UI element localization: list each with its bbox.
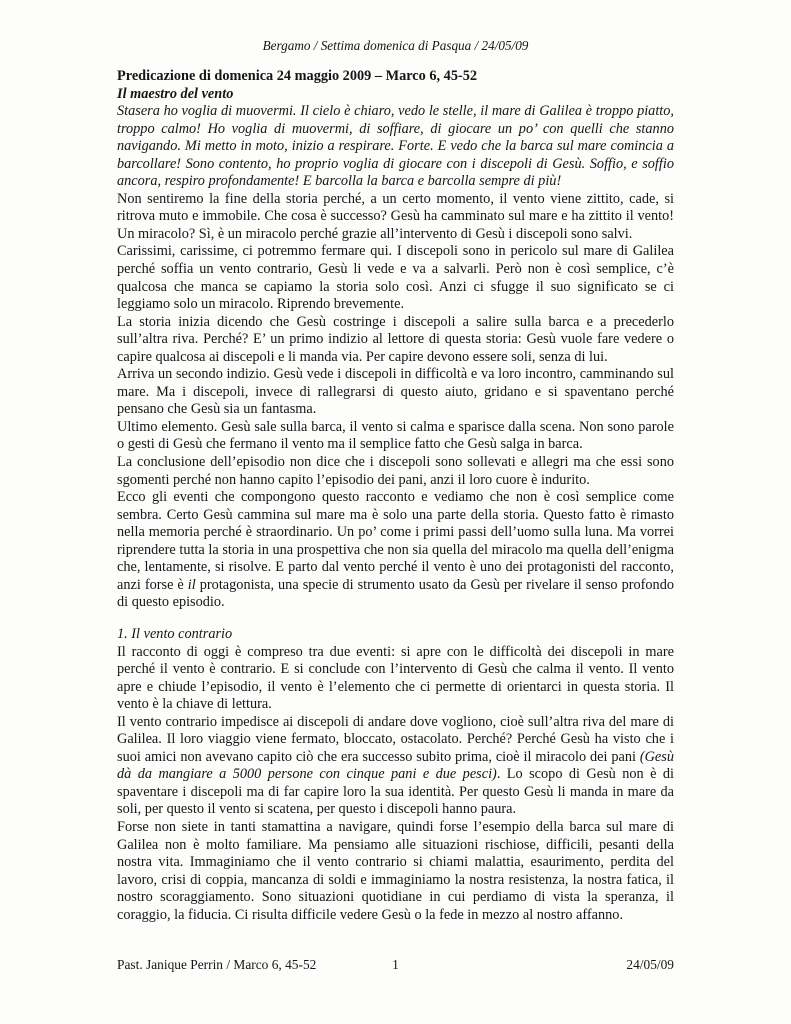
paragraph: Carissimi, carissime, ci potremmo fermare qui. I discepoli sono in pericolo sul mare di Galilea perché soffia un vento contrario, Gesù li vede e va a salvarli. Però non è così semplice, c’è qualcosa che manca se capiamo la storia solo così. Anzi ci sfugge il suo significato se ci leggiamo solo un miracolo. Riprendo brevemente.: [117, 243, 674, 313]
footer-author: Past. Janique Perrin / Marco 6, 45-52: [117, 957, 317, 972]
paragraph: Forse non siete in tanti stamattina a navigare, quindi forse l’esempio della barca sul mare di Galilea non è molto familiare. Ma pensiamo alle situazioni rischiose, difficili, pesanti della nostra vita. Immaginiamo che il vento contrario si chiami malattia, esaurimento, perdita del lavoro, crisi di coppia, mancanza di soldi e immaginiamo la nostra resistenza, la nostra fatica, il nostro scoraggiamento. Sono situazioni quotidiane in cui perdiamo di vista la speranza, il coraggio, la fiducia. Ci risulta difficile vedere Gesù o la fede in mezzo al nostro affanno.: [117, 818, 674, 923]
page-header: Bergamo / Settima domenica di Pasqua / 24/05/09: [262, 38, 529, 53]
page-footer: [117, 957, 674, 973]
footer-page-number: 1: [392, 957, 399, 972]
paragraph: La storia inizia dicendo che Gesù costringe i discepoli a salire sulla barca e a precederlo sull’altra riva. Perché? E’ un primo indizio al lettore di questa storia: Gesù vuole fare vedere o capire qualcosa ai discepoli e li manda via. Per capire devono essere soli, senza di lui.: [117, 313, 674, 365]
document-body: [117, 68, 674, 924]
paragraph: La conclusione dell’episodio non dice che i discepoli sono sollevati e allegri ma che essi sono sgomenti perché non hanno capito l’episodio dei pani, anzi il loro cuore è indurito.: [117, 454, 674, 488]
paragraph: Il racconto di oggi è compreso tra due eventi: si apre con le difficoltà dei discepoli in mare perché il vento è contrario. E si conclude con l’intervento di Gesù che calma il vento. Il vento apre e chiude l’episodio, il vento è l’elemento che ci permette di orientarci in questa storia. Il vento è la chiave di lettura.: [117, 643, 674, 713]
footer-date: 24/05/09: [626, 957, 675, 972]
paragraph: Ecco gli eventi che compongono questo racconto e vediamo che non è così semplice come sembra. Certo Gesù cammina sul mare ma è solo una parte della storia. Questo fatto è rimasto nella memoria perché è straordinario. Un po’ come i primi passi dell’uomo sulla luna. Ma vorrei riprendere tutta la storia in una prospettiva che non sia quella del miracolo ma quella dell’enigma che, lentamente, si risolve. E parto dal vento perché il vento è uno dei protagonisti del racconto, anzi forse è il protagonista, una specie di strumento usato da Gesù per rivelare il senso profondo di questo episodio.: [117, 489, 674, 611]
paragraph: Non sentiremo la fine della storia perché, a un certo momento, il vento viene zittito, cade, si ritrova muto e immobile. Che cosa è successo? Gesù ha camminato sul mare e ha zittito il vento! Un miracolo? Sì, è un miracolo perché grazie all’intervento di Gesù i discepoli sono salvi.: [117, 190, 674, 242]
page-subtitle: Il maestro del vento: [117, 85, 234, 102]
paragraph: Ultimo elemento. Gesù sale sulla barca, il vento si calma e sparisce dalla scena. Non sono parole o gesti di Gesù che fermano il vento ma il semplice fatto che Gesù salga in barca.: [117, 418, 674, 453]
paragraph: Stasera ho voglia di muovermi. Il cielo è chiaro, vedo le stelle, il mare di Galilea è troppo piatto, troppo calmo! Ho voglia di muovermi, di soffiare, di giocare un po’ con quelli che stanno navigando. Mi metto in moto, inizio a respirare. Forte. E vedo che la barca sul mare comincia a barcollare! Sono contento, ho proprio voglia di giocare con i discepoli di Gesù. Soffio, e soffio ancora, respiro profondamente! E barcolla la barca e barcolla sempre di più!: [117, 103, 674, 190]
paragraph: Il vento contrario impedisce ai discepoli di andare dove vogliono, cioè sull’altra riva del mare di Galilea. Il loro viaggio viene fermato, bloccato, ostacolato. Perché? Perché Gesù ha visto che i suoi amici non avevano capito ciò che era successo subito prima, cioè il miracolo dei pani (Gesù dà da mangiare a 5000 persone con cinque pani e due pesci). Lo scopo di Gesù non è di spaventare i discepoli ma di far capire loro la sua identità. Per questo Gesù li manda in mare da soli, per questo il vento si scatena, per questo i discepoli hanno paura.: [117, 713, 674, 818]
paragraph: Arriva un secondo indizio. Gesù vede i discepoli in difficoltà e va loro incontro, camminando sul mare. Ma i discepoli, invece di rallegrarsi di questo aiuto, gridano e si spaventano perché pensano che Gesù sia un fantasma.: [117, 366, 674, 418]
section-heading: 1. Il vento contrario: [117, 625, 233, 642]
page-title: Predicazione di domenica 24 maggio 2009 – Marco 6, 45-52: [117, 68, 478, 84]
